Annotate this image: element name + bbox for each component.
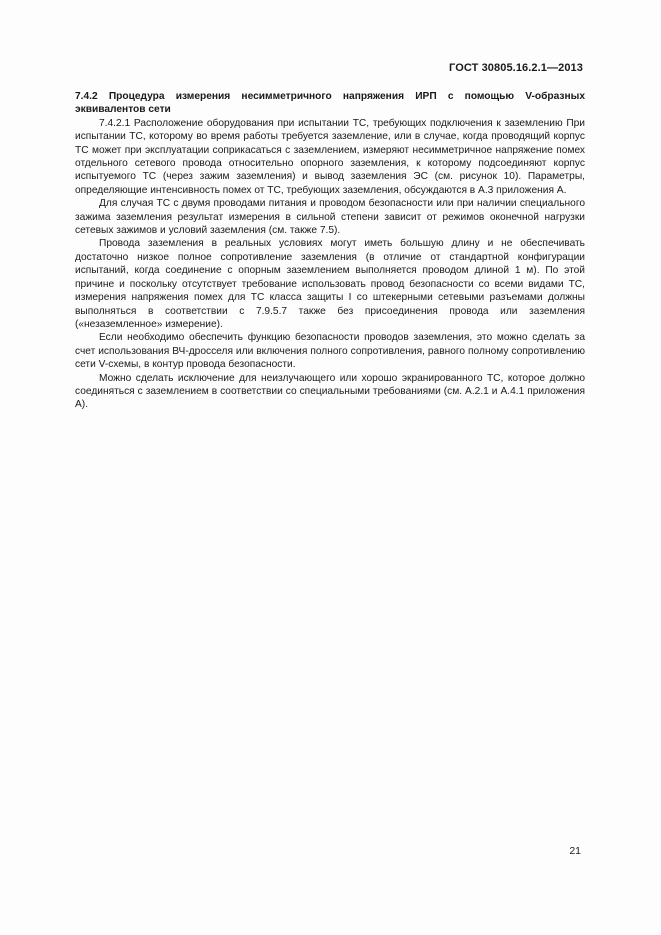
paragraph-ground-wires: Провода заземления в реальных условиях могут иметь большую длину и не обеспечивать достаточно низкое полное сопротивление заземления (в отличие от стандартной конфигурации испытаний, когда соединение с опорным заземлением выполняется проводом длиной 1 м). По этой причине и поскольку отсутствует требование использовать провод безопасности со всеми видами ТС, измерения напряжения помех для ТС класса защиты I со штекерными сетевыми разъемами должны выполняться в соответствии с 7.9.5.7 также без присоединения провода или заземления («незаземленное» измерение). <box>75 238 585 330</box>
page-number: 21 <box>569 845 581 857</box>
paragraph-two-wire-case: Для случая ТС с двумя проводами питания и проводом безопасности или при наличии специального зажима заземления результат измерения в сильной степени зависит от режимов оконечной нагрузки сетевых зажимов и условий заземления (см. также 7.5). <box>75 198 585 237</box>
document-code-header: ГОСТ 30805.16.2.1—2013 <box>449 62 583 74</box>
section-title-text: 7.4.2 Процедура измерения несимметричного напряжения ИРП с помощью V-образных эквивалентов сети <box>75 91 585 116</box>
paragraph-7-4-2-1: 7.4.2.1 Расположение оборудования при испытании ТС, требующих подключения к заземлению При испытании ТС, которому во время работы требуется заземление, или в случае, когда проводящий корпус ТС может при эксплуатации соприкасаться с заземлением, измеряют несимметричное напряжение помех отдельного сетевого провода относительно опорного заземления, к которому подсоединяют корпус испытуемого ТС (через зажим заземления) и вывод заземления ЭС (см. рисунок 10). Параметры, определяющие интенсивность помех от ТС, требующих заземления, обсуждаются в А.3 приложения А. <box>75 117 585 196</box>
paragraph-safety-function: Если необходимо обеспечить функцию безопасности проводов заземления, это можно сделать за счет использования ВЧ-дросселя или включения полного сопротивления, равного полному сопротивлению сети V-схемы, в контур провода безопасности. <box>75 332 585 371</box>
section-title <box>75 90 585 117</box>
paragraph-exception: Можно сделать исключение для неизлучающего или хорошо экранированного ТС, которое должно соединяться с заземлением в соответствии со специальными требованиями (см. А.2.1 и А.4.1 приложения А). <box>75 372 585 411</box>
document-body <box>75 90 585 412</box>
